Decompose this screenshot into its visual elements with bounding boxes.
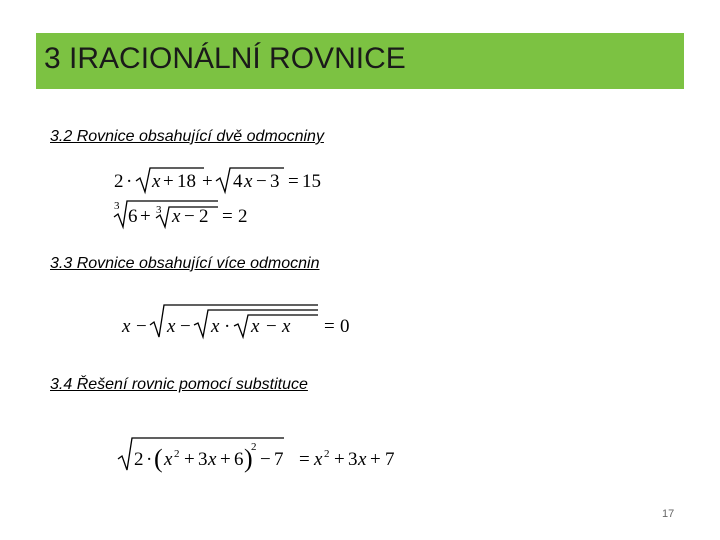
section-heading-3-2: 3.2 Rovnice obsahující dvě odmocniny xyxy=(50,128,324,145)
svg-text:−: − xyxy=(256,171,267,192)
svg-text:x: x xyxy=(358,449,367,470)
svg-text:x: x xyxy=(314,449,323,470)
svg-text:18: 18 xyxy=(177,171,196,192)
svg-text:7: 7 xyxy=(385,449,395,470)
svg-text:2: 2 xyxy=(199,206,209,227)
equation-3-3 xyxy=(118,302,368,342)
equation-3-2-a xyxy=(112,162,342,198)
svg-text:=: = xyxy=(299,449,310,470)
svg-text:x: x xyxy=(164,449,173,470)
svg-text:=: = xyxy=(288,171,299,192)
title-bar xyxy=(36,33,684,89)
svg-text:2: 2 xyxy=(324,448,330,460)
svg-text:0: 0 xyxy=(340,316,350,337)
svg-text:6: 6 xyxy=(234,449,244,470)
svg-text:=: = xyxy=(324,316,335,337)
svg-text:x: x xyxy=(251,316,260,337)
svg-text:): ) xyxy=(244,444,253,473)
svg-text:−: − xyxy=(136,316,147,337)
svg-text:3: 3 xyxy=(348,449,358,470)
svg-text:x: x xyxy=(172,206,181,227)
svg-text:4: 4 xyxy=(233,171,243,192)
svg-text:2: 2 xyxy=(174,448,180,460)
svg-text:x: x xyxy=(244,171,253,192)
svg-text:x: x xyxy=(208,449,217,470)
svg-text:+: + xyxy=(370,449,381,470)
section-heading-3-4: 3.4 Řešení rovnic pomocí substituce xyxy=(50,376,308,393)
svg-text:x: x xyxy=(122,316,131,337)
svg-text:+: + xyxy=(163,171,174,192)
svg-text:·: · xyxy=(126,171,133,192)
svg-text:−: − xyxy=(180,316,191,337)
svg-text:x: x xyxy=(211,316,220,337)
svg-text:3: 3 xyxy=(114,200,120,212)
page-number: 17 xyxy=(662,508,675,520)
svg-text:−: − xyxy=(260,449,271,470)
svg-text:2: 2 xyxy=(238,206,248,227)
svg-text:7: 7 xyxy=(274,449,284,470)
svg-text:3: 3 xyxy=(156,204,162,216)
svg-text:+: + xyxy=(220,449,231,470)
svg-text:x: x xyxy=(152,171,161,192)
svg-text:x: x xyxy=(167,316,176,337)
svg-text:−: − xyxy=(266,316,277,337)
svg-text:x: x xyxy=(282,316,291,337)
svg-text:6: 6 xyxy=(128,206,138,227)
section-heading-3-3: 3.3 Rovnice obsahující více odmocnin xyxy=(50,255,320,272)
svg-text:3: 3 xyxy=(198,449,208,470)
svg-text:+: + xyxy=(202,171,213,192)
equation-3-4 xyxy=(114,432,414,476)
svg-text:+: + xyxy=(140,206,151,227)
svg-text:=: = xyxy=(222,206,233,227)
svg-text:·: · xyxy=(146,449,153,470)
svg-text:+: + xyxy=(334,449,345,470)
svg-text:·: · xyxy=(224,316,231,337)
svg-text:2: 2 xyxy=(134,449,144,470)
equation-3-2-b xyxy=(112,196,272,232)
svg-text:−: − xyxy=(184,206,195,227)
svg-text:3: 3 xyxy=(270,171,280,192)
svg-text:2: 2 xyxy=(251,441,257,453)
svg-text:+: + xyxy=(184,449,195,470)
svg-text:(: ( xyxy=(154,444,163,473)
slide-title: 3 IRACIONÁLNÍ ROVNICE xyxy=(44,42,406,75)
svg-text:2: 2 xyxy=(114,171,124,192)
svg-text:15: 15 xyxy=(302,171,321,192)
